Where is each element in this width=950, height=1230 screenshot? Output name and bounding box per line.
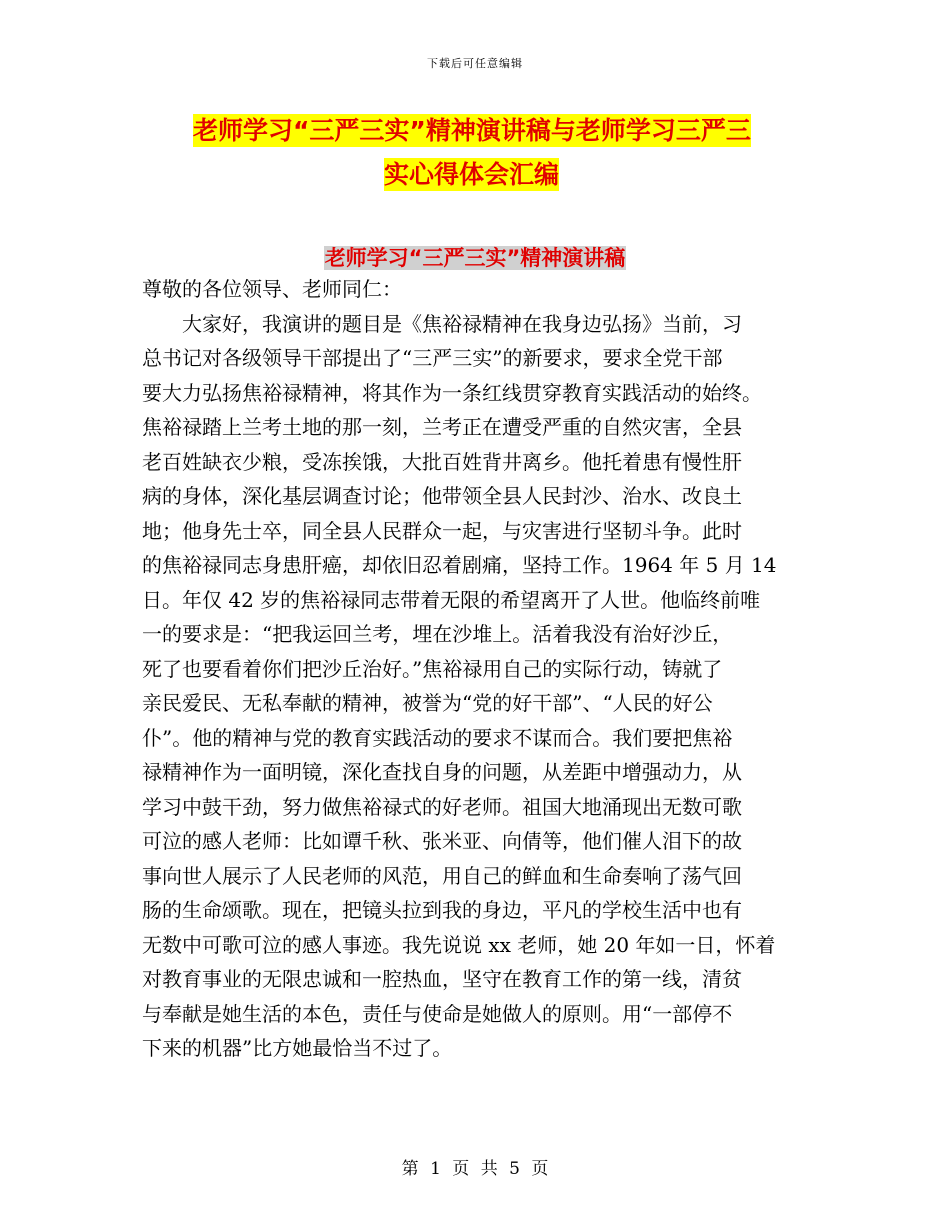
body-line: 学习中鼓干劲，努力做焦裕禄式的好老师。祖国大地涌现出无数可歌	[142, 794, 742, 819]
body-line: 老百姓缺衣少粮，受冻挨饿，大批百姓背井离乡。他托着患有慢性肝	[142, 449, 742, 474]
body-line: 大家好，我演讲的题目是《焦裕禄精神在我身边弘扬》当前，习	[142, 311, 742, 336]
body-line: 总书记对各级领导干部提出了“三严三实”的新要求，要求全党干部	[142, 346, 723, 370]
body-line: 病的身体，深化基层调查讨论；他带领全县人民封沙、治水、改良土	[142, 484, 742, 508]
body-line: 的焦裕禄同志身患肝癌，却依旧忍着剧痛，坚持工作。1964 年 5 月 14	[142, 553, 777, 577]
body-line: 焦裕禄踏上兰考土地的那一刻，兰考正在遭受严重的自然灾害，全县	[142, 415, 742, 439]
body-text	[142, 272, 832, 1066]
body-line: 死了也要看着你们把沙丘治好。”焦裕禄用自己的实际行动，铸就了	[142, 656, 723, 681]
body-line: 与奉献是她生活的本色，责任与使命是她做人的原则。用“一部停不	[142, 1001, 733, 1026]
body-line: 尊敬的各位领导、老师同仁：	[142, 277, 402, 301]
section-subtitle	[0, 242, 950, 272]
subtitle-text: 老师学习“三严三实”精神演讲稿	[324, 246, 626, 270]
body-line: 肠的生命颂歌。现在，把镜头拉到我的身边，平凡的学校生活中也有	[142, 898, 742, 922]
body-line: 日。年仅 42 岁的焦裕禄同志带着无限的希望离开了人世。他临终前唯	[142, 587, 761, 612]
body-line: 仆”。他的精神与党的教育实践活动的要求不谋而合。我们要把焦裕	[142, 725, 733, 750]
header-note: 下载后可任意编辑	[427, 57, 523, 70]
body-line: 亲民爱民、无私奉献的精神，被誉为“党的好干部”、“人民的好公	[142, 691, 713, 715]
body-line: 禄精神作为一面明镜，深化查找自身的问题，从差距中增强动力，从	[142, 760, 742, 784]
body-line: 下来的机器”比方她最恰当不过了。	[142, 1036, 453, 1060]
document-title-line-2	[384, 149, 950, 201]
title-highlight: 老师学习“三严三实”精神演讲稿与老师学习三严三	[193, 116, 751, 145]
body-line: 一的要求是：“把我运回兰考，埋在沙堆上。活着我没有治好沙丘，	[142, 622, 733, 646]
body-line: 对教育事业的无限忠诚和一腔热血，坚守在教育工作的第一线，清贫	[142, 967, 742, 991]
body-line: 可泣的感人老师：比如谭千秋、张米亚、向倩等，他们催人泪下的故	[142, 829, 742, 853]
body-line: 要大力弘扬焦裕禄精神，将其作为一条红线贯穿教育实践活动的始终。	[142, 380, 762, 405]
page-footer: 第 1 页 共 5 页	[401, 1159, 549, 1179]
body-line: 无数中可歌可泣的感人事迹。我先说说 xx 老师，她 20 年如一日，怀着	[142, 932, 776, 957]
body-line: 地；他身先士卒，同全县人民群众一起，与灾害进行坚韧斗争。此时	[142, 518, 742, 543]
body-line: 事向世人展示了人民老师的风范，用自己的鲜血和生命奏响了荡气回	[142, 863, 742, 888]
title-highlight: 实心得体会汇编	[384, 160, 560, 189]
